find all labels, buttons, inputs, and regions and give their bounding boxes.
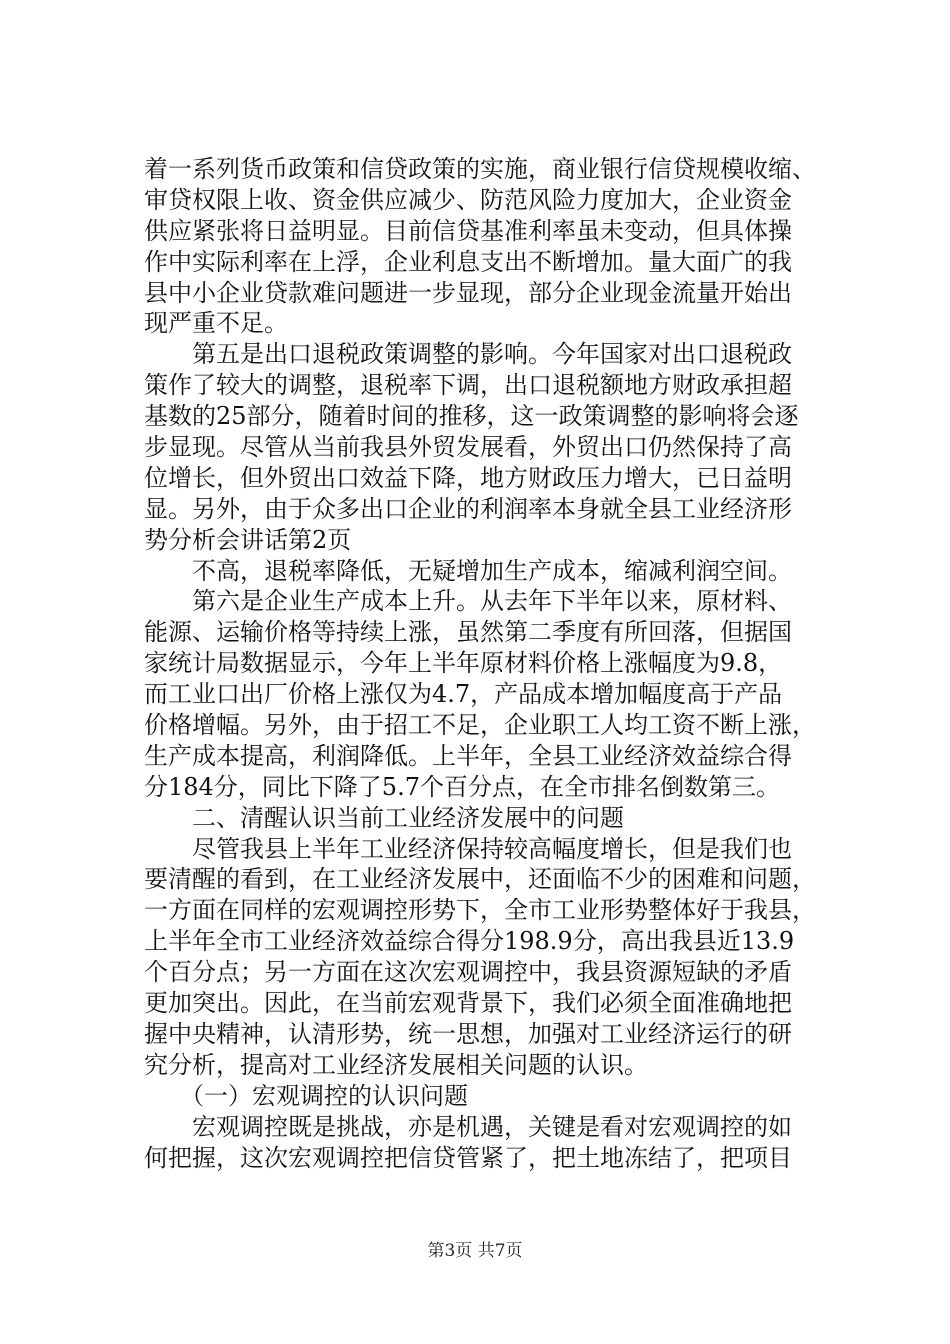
text-line: 显。另外，由于众多出口企业的利润率本身就全县工业经济形 [144, 494, 792, 523]
text-line: 家统计局数据显示，今年上半年原材料价格上涨幅度为9.8， [144, 649, 783, 678]
text-line: 着一系列货币政策和信贷政策的实施，商业银行信贷规模收缩、 [144, 155, 816, 183]
text-line: 要清醒的看到，在工业经济发展中，还面临不少的困难和问题， [144, 865, 816, 894]
text-line: 究分析，提高对工业经济发展相关问题的认识。 [144, 1050, 648, 1079]
text-line: 个百分点；另一方面在这次宏观调控中，我县资源短缺的矛盾 [144, 958, 792, 987]
text-line: 分184分，同比下降了5.7个百分点，在全市排名倒数第三。 [144, 772, 780, 801]
section-heading: 二、清醒认识当前工业经济发展中的问题 [144, 803, 624, 832]
text-line: 一方面在同样的宏观调控形势下，全市工业形势整体好于我县， [144, 896, 816, 925]
text-line: 尽管我县上半年工业经济保持较高幅度增长，但是我们也 [144, 834, 792, 863]
text-line: 现严重不足。 [144, 309, 288, 338]
text-line: 县中小企业贷款难问题进一步显现，部分企业现金流量开始出 [144, 278, 792, 307]
text-line: 而工业口出厂价格上涨仅为4.7，产品成本增加幅度高于产品 [144, 680, 783, 709]
text-line: 步显现。尽管从当前我县外贸发展看，外贸出口仍然保持了高 [144, 433, 792, 462]
subsection-heading: （一）宏观调控的认识问题 [144, 1081, 468, 1110]
text-line: 审贷权限上收、资金供应减少、防范风险力度加大，企业资金 [144, 185, 792, 214]
text-line: 第五是出口退税政策调整的影响。今年国家对出口退税政 [144, 340, 792, 369]
page-number-footer: 第3页 共7页 [427, 1241, 523, 1261]
text-line: 更加突出。因此，在当前宏观背景下，我们必须全面准确地把 [144, 989, 792, 1018]
text-line: 能源、运输价格等持续上涨，虽然第二季度有所回落，但据国 [144, 618, 792, 647]
text-line: 策作了较大的调整，退税率下调，出口退税额地方财政承担超 [144, 371, 792, 400]
text-line: 宏观调控既是挑战，亦是机遇，关键是看对宏观调控的如 [144, 1112, 792, 1141]
text-line: 价格增幅。另外，由于招工不足，企业职工人均工资不断上涨， [144, 711, 816, 740]
text-line: 位增长，但外贸出口效益下降，地方财政压力增大，已日益明 [144, 463, 792, 492]
text-line: 作中实际利率在上浮，企业利息支出不断增加。量大面广的我 [144, 247, 792, 276]
document-body [144, 154, 834, 1173]
text-line: 何把握，这次宏观调控把信贷管紧了，把土地冻结了，把项目 [144, 1143, 792, 1172]
text-line: 基数的25部分，随着时间的推移，这一政策调整的影响将会逐 [144, 402, 799, 431]
text-line: 生产成本提高，利润降低。上半年，全县工业经济效益综合得 [144, 741, 792, 770]
text-line: 第六是企业生产成本上升。从去年下半年以来，原材料、 [144, 587, 792, 616]
text-line: 握中央精神，认清形势，统一思想，加强对工业经济运行的研 [144, 1019, 792, 1048]
text-line: 供应紧张将日益明显。目前信贷基准利率虽未变动，但具体操 [144, 216, 792, 245]
text-line: 不高，退税率降低，无疑增加生产成本，缩减利润空间。 [144, 556, 792, 585]
text-line: 上半年全市工业经济效益综合得分198.9分，高出我县近13.9 [144, 927, 795, 956]
text-line: 势分析会讲话第2页 [144, 525, 352, 554]
